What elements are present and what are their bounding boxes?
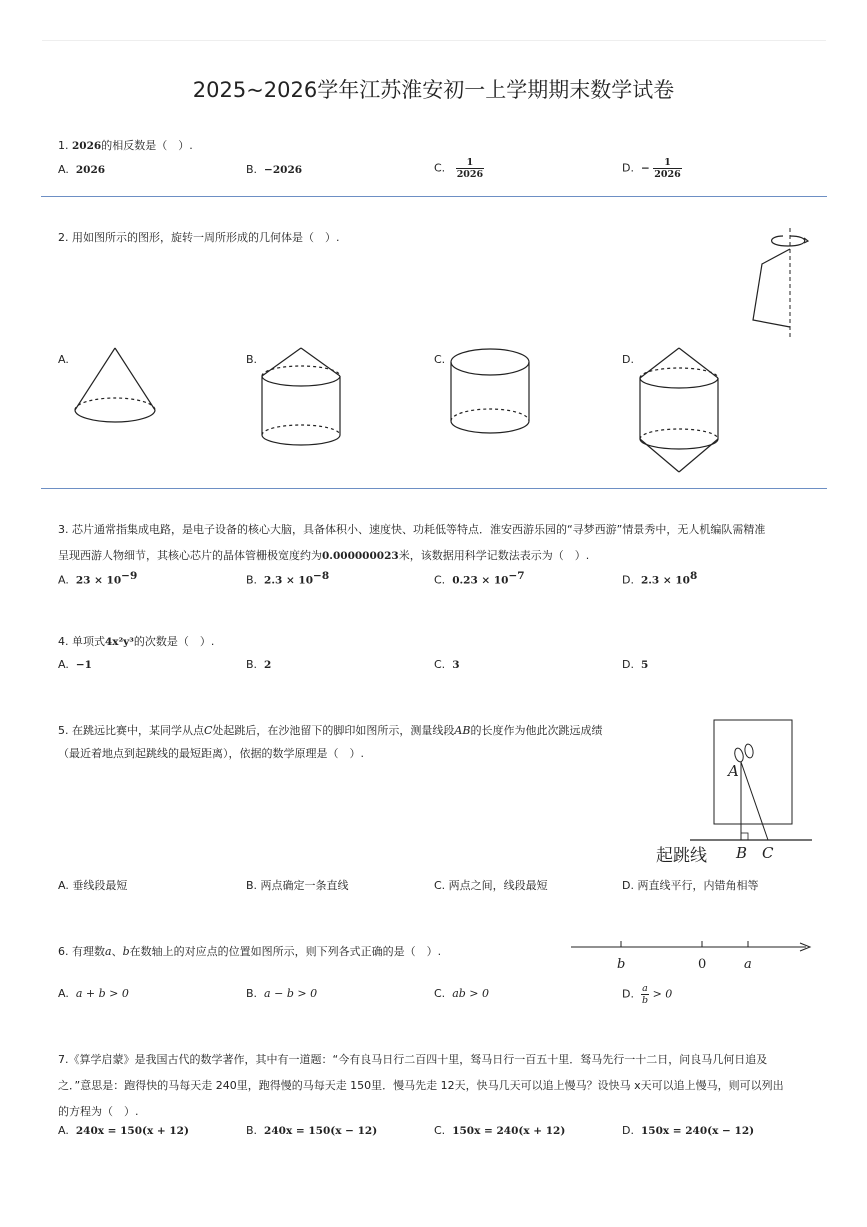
q2-figure-b-cone-cylinder[interactable]: [258, 346, 348, 448]
q7-option-c[interactable]: C. 150x = 240(x + 12): [434, 1124, 566, 1137]
axis-label-b: b: [617, 957, 626, 972]
question-3-stem: 3. 芯片通常指集成电路，是电子设备的核心大脑，具备体积小、速度快、功耗低等特点．淮安西游乐园的“寻梦西游”情景秀中，无人机编队需精准 呈现西游人物细节，其核心芯片的晶体管栅极宽度约为0.000000023米，该数据用科学记数法表示为（ ）.: [58, 523, 766, 562]
footprint-icon: [733, 747, 744, 763]
q3-option-a[interactable]: A. $23 \times 10^{-9}$: [58, 570, 138, 587]
axis-label-zero: 0: [698, 957, 707, 972]
section-divider: [41, 488, 827, 489]
q4-option-b[interactable]: B. 2: [246, 658, 272, 671]
question-5-stem-line1: 5. 在跳远比赛中，某同学从点C处起跳后，在沙池留下的脚印如图所示，测量线段AB的长度作为他此次跳远成绩: [58, 724, 603, 737]
q4-option-d[interactable]: D. 5: [622, 658, 649, 671]
q2-option-d[interactable]: D.: [622, 353, 634, 366]
q7-option-a[interactable]: A. 240x = 150(x + 12): [58, 1124, 189, 1137]
q5-option-b[interactable]: B. 两点确定一条直线: [246, 879, 349, 892]
q5-option-d[interactable]: D. 两直线平行，内错角相等: [622, 879, 759, 892]
q3-option-c[interactable]: C. $0.23 \times 10^{-7}$: [434, 570, 525, 587]
fraction: $\frac{1}{2026}$: [456, 157, 484, 180]
q3-option-b[interactable]: B. $2.3 \times 10^{-8}$: [246, 570, 330, 587]
stem-math: 2026: [72, 140, 102, 152]
rotation-arrow-icon: [772, 236, 805, 246]
q7-option-b[interactable]: B. 240x = 150(x − 12): [246, 1124, 378, 1137]
q2-option-a[interactable]: A.: [58, 353, 69, 366]
question-5-stem-line2: （最近着地点到起跳线的最短距离），依据的数学原理是（ ）.: [58, 747, 364, 760]
q5-option-c[interactable]: C. 两点之间，线段最短: [434, 879, 548, 892]
point-b-label: B: [736, 844, 748, 862]
q4-option-c[interactable]: C. 3: [434, 658, 460, 671]
q6-option-b[interactable]: B. a − b > 0: [246, 987, 318, 1000]
q5-option-a[interactable]: A. 垂线段最短: [58, 879, 128, 892]
question-1-stem: [58, 140, 193, 152]
q4-option-a[interactable]: A. −1: [58, 658, 92, 671]
q3-option-d[interactable]: D. $2.3 \times 10^8$: [622, 570, 698, 587]
point-a-label: A: [728, 762, 739, 780]
q6-number-line: [568, 935, 816, 975]
q6-option-d[interactable]: D. $\frac{a}{b}$ > 0: [622, 983, 673, 1006]
q2-figure-d-double-cone-cylinder[interactable]: [636, 346, 726, 476]
q2-option-b[interactable]: B.: [246, 353, 258, 366]
axis-label-a: a: [744, 957, 752, 972]
stem-text: 的相反数是（ ）.: [101, 139, 193, 152]
q7-option-d[interactable]: D. 150x = 240(x − 12): [622, 1124, 755, 1137]
q2-figure-c-cylinder[interactable]: [448, 346, 538, 438]
q1-option-d[interactable]: D. − $\frac{1}{2026}$: [622, 157, 681, 180]
jump-line-label: 起跳线: [656, 846, 707, 866]
question-7-stem: 7.《算学启蒙》是我国古代的数学著作，其中有一道题：“今有良马日行二百四十里，驽马日行一百五十里．驽马先行一十二日，问良马几何日追及 之．”意思是：跑得快的马每天走 240里，跑得慢的马每天走 150里．慢马先走 12天，快马几天可以追上慢马？设快马 x天可以追上慢马，则可以列出 的方程为（ ）.: [58, 1053, 784, 1118]
footprint-icon: [744, 743, 754, 758]
header-rule: [42, 40, 826, 41]
section-divider: [41, 196, 827, 197]
q5-long-jump-figure: [650, 716, 815, 866]
question-4-stem: 4. 单项式4x²y³的次数是（ ）.: [58, 635, 215, 648]
q2-rotation-figure: [748, 224, 818, 344]
q2-figure-a-cone[interactable]: [70, 346, 160, 426]
question-number: 1.: [58, 139, 69, 152]
q6-option-c[interactable]: C. ab > 0: [434, 987, 489, 1000]
point-c-label: C: [762, 844, 774, 862]
q1-option-b[interactable]: B. −2026: [246, 163, 303, 176]
fraction: $\frac{1}{2026}$: [654, 157, 681, 180]
q2-option-c[interactable]: C.: [434, 353, 446, 366]
question-6-stem: 6. 有理数a、b在数轴上的对应点的位置如图所示，则下列各式正确的是（ ）.: [58, 945, 442, 958]
page-title: 2025~2026学年江苏淮安初一上学期期末数学试卷: [192, 78, 675, 102]
q1-option-c[interactable]: C. $\frac{1}{2026}$: [434, 157, 484, 180]
q6-option-a[interactable]: A. a + b > 0: [58, 987, 129, 1000]
question-2-stem: 2. 用如图所示的图形，旋转一周所形成的几何体是（ ）.: [58, 231, 340, 244]
q1-option-a[interactable]: A. 2026: [58, 163, 106, 176]
